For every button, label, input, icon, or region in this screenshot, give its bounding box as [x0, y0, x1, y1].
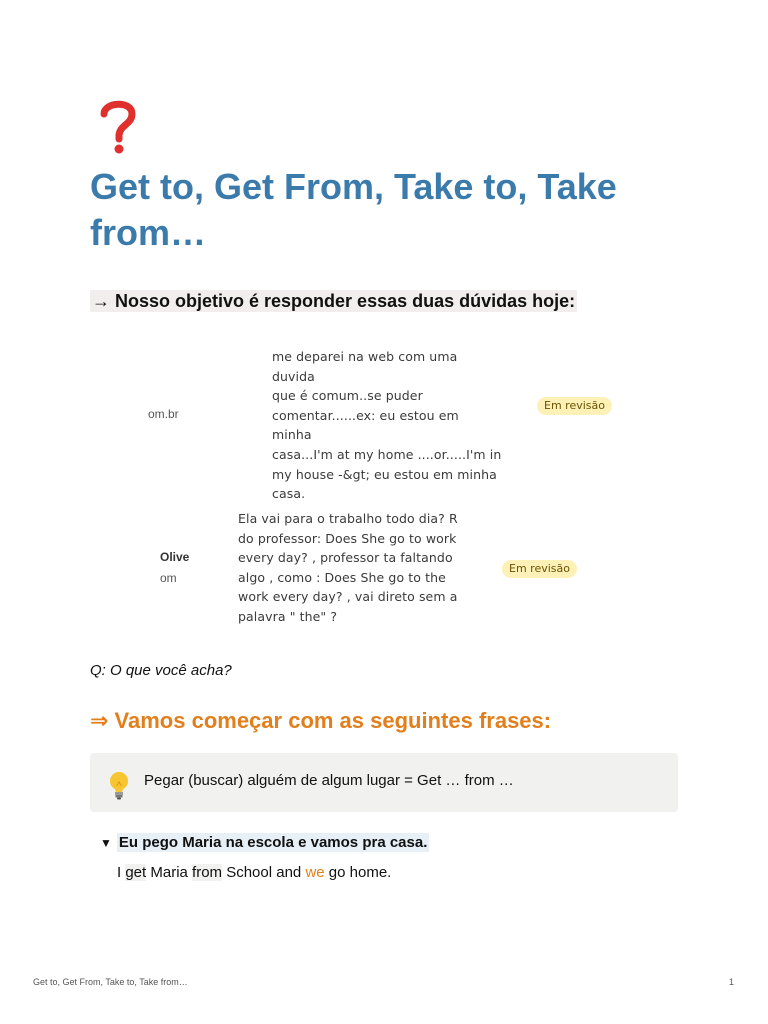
example-part: I	[117, 864, 126, 881]
page-number: 1	[729, 977, 735, 987]
screenshot-2-comment	[238, 509, 468, 627]
comment-line: me deparei na web com uma duvida	[272, 349, 458, 384]
comment-screenshot-2	[152, 508, 592, 623]
screenshot-2-left-sub: om	[160, 571, 177, 585]
comment-line: algo , como : Does She go to the	[238, 569, 446, 585]
objective-text: → Nosso objetivo é responder essas duas dúvidas hoje:	[92, 291, 576, 311]
callout-box	[90, 753, 678, 812]
comment-line: casa.	[272, 486, 306, 502]
comment-line: comentar......ex: eu estou em minha	[272, 407, 459, 443]
screenshot-2-left-name: Olive	[160, 550, 190, 564]
highlight-from: from	[192, 864, 223, 881]
page-title: Get to, Get From, Take to, Take from…	[90, 166, 617, 253]
comment-line: my house -&gt; eu estou em minha	[272, 466, 497, 482]
toggle-label: Eu pego Maria na escola e vamos pra casa.	[118, 834, 428, 851]
toggle-block[interactable]	[100, 833, 429, 852]
example-part: School and	[222, 864, 306, 881]
comment-screenshot-1	[140, 345, 630, 502]
screenshot-1-comment	[272, 347, 502, 504]
comment-line: Ela vai para o trabalho todo dia? R	[238, 511, 458, 526]
question-mark-icon	[98, 98, 138, 158]
comment-line: do professor: Does She go to work	[238, 530, 457, 546]
objective-line	[90, 289, 577, 313]
comment-line: casa...I'm at my home ....or.....I'm in	[272, 446, 502, 462]
question-text: Q: O que você acha?	[90, 662, 232, 679]
callout-text: Pegar (buscar) alguém de algum lugar = Get … from …	[144, 772, 514, 789]
example-part: Maria	[146, 864, 193, 881]
comment-line: every day? , professor ta faltando	[238, 550, 453, 566]
highlight-get: get	[125, 864, 147, 881]
footer-title: Get to, Get From, Take to, Take from…	[33, 977, 188, 987]
comment-line: palavra " the" ?	[238, 608, 338, 624]
screenshot-1-left-cell: om.br	[148, 407, 179, 421]
comment-line: que é comum..se puder	[272, 388, 423, 404]
example-part: go home.	[324, 864, 392, 881]
toggle-arrow-icon[interactable]: ▼	[100, 835, 112, 850]
status-badge: Em revisão	[537, 397, 612, 415]
example-sentence	[117, 864, 391, 881]
section-heading: ⇒ Vamos começar com as seguintes frases:	[90, 708, 552, 733]
comment-line: work every day? , vai direto sem a	[238, 589, 458, 605]
highlight-we: we	[305, 864, 325, 881]
lightbulb-icon	[108, 771, 130, 801]
status-badge: Em revisão	[502, 560, 577, 578]
